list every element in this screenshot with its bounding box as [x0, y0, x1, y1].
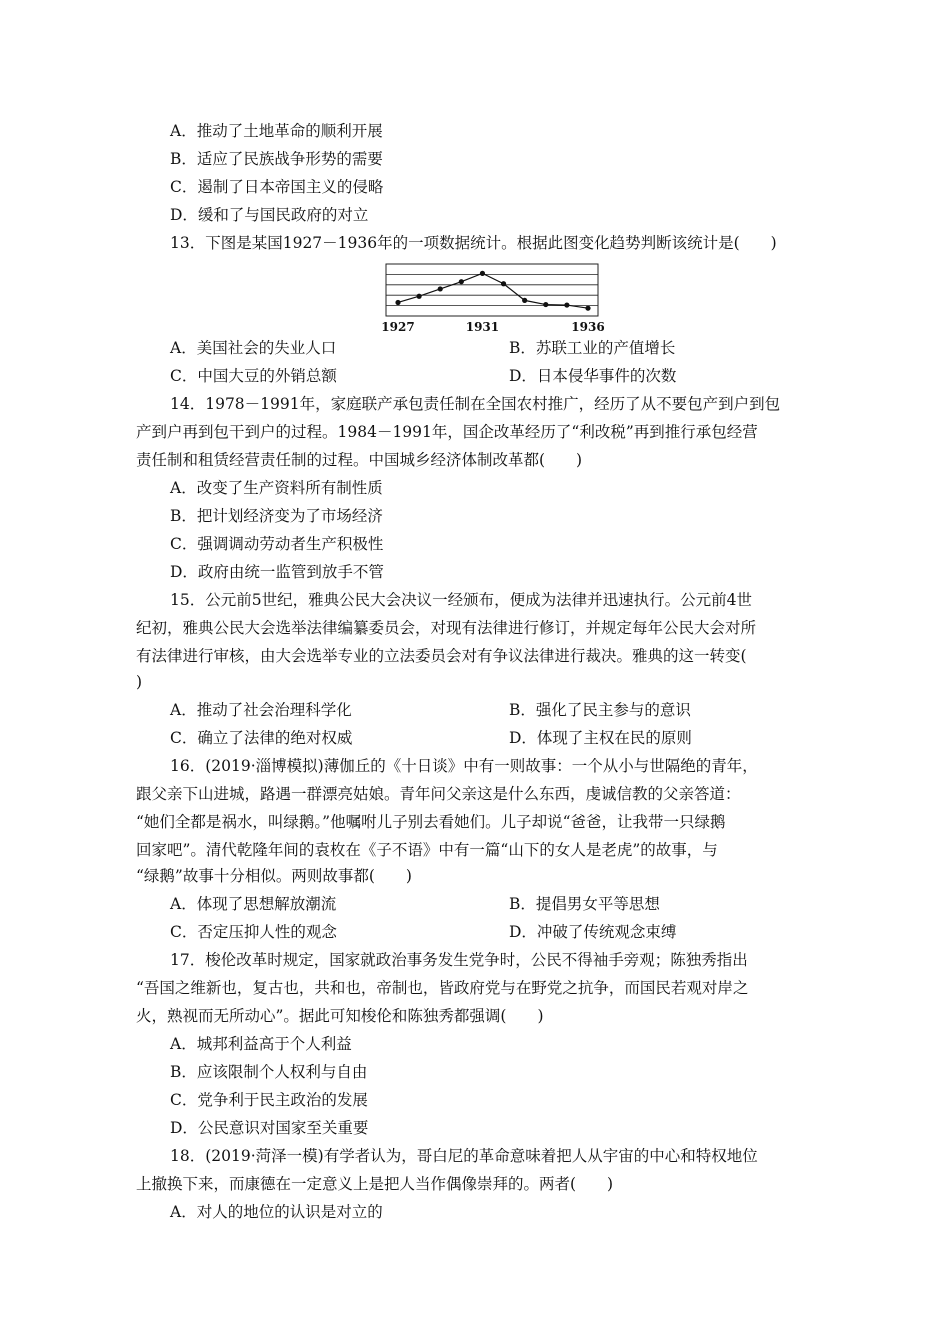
q14-line-2: 产到户再到包干到户的过程。1984－1991年，国企改革经历了“利改税”再到推行承包经营 [136, 423, 758, 441]
q15-line-4: ) [136, 673, 143, 691]
q13-option-c: C．中国大豆的外销总额 [170, 367, 337, 385]
q16-option-a: A．体现了思想解放潮流 [170, 895, 337, 913]
q16-line-5: “绿鹅”故事十分相似。两则故事都( ) [136, 867, 412, 885]
chart-point-1935 [564, 302, 569, 307]
q18-line-2: 上撤换下来，而康德在一定意义上是把人当作偶像崇拜的。两者( ) [136, 1175, 614, 1193]
chart-tick-label-1936: 1936 [571, 320, 605, 334]
chart-tick-label-1931: 1931 [465, 320, 500, 334]
q17-line-2: “吾国之维新也，复古也，共和也，帝制也，皆政府党与在野党之抗争，而国民若观对岸之 [136, 979, 749, 997]
q17-line-1: 17．梭伦改革时规定，国家就政治事务发生党争时，公民不得袖手旁观；陈独秀指出 [170, 951, 748, 969]
chart-point-1933 [522, 298, 527, 303]
chart-point-1930 [459, 279, 464, 284]
q16-line-2: 跟父亲下山进城，路遇一群漂亮姑娘。青年问父亲这是什么东西，虔诚信教的父亲答道： [136, 785, 741, 803]
q13-option-d: D．日本侵华事件的次数 [509, 367, 677, 385]
q15-line-2: 纪初，雅典公民大会选举法律编纂委员会，对现有法律进行修订，并规定每年公民大会对所 [136, 619, 757, 637]
chart-tick-label-1927: 1927 [381, 320, 415, 334]
q15-option-c: C．确立了法律的绝对权威 [170, 729, 353, 747]
q16-line-1: 16．(2019·淄博模拟)薄伽丘的《十日谈》中有一则故事：一个从小与世隔绝的青年， [170, 757, 758, 775]
q18-option-a: A．对人的地位的认识是对立的 [170, 1203, 383, 1221]
q16-option-b: B．提倡男女平等思想 [509, 895, 660, 913]
q12-option-a: A．推动了土地革命的顺利开展 [170, 122, 383, 140]
q15-option-d: D．体现了主权在民的原则 [509, 729, 692, 747]
q17-line-3: 火，熟视而无所动心”。据此可知梭伦和陈独秀都强调( ) [136, 1007, 544, 1025]
q17-option-a: A．城邦利益高于个人利益 [170, 1035, 352, 1053]
chart-series-line [398, 273, 588, 308]
q15-option-a: A．推动了社会治理科学化 [170, 701, 352, 719]
q14-line-1: 14．1978－1991年，家庭联产承包责任制在全国农村推广，经历了从不要包产到户到包 [170, 395, 781, 413]
q13-line-chart [380, 258, 610, 340]
q14-option-b: B．把计划经济变为了市场经济 [170, 507, 383, 525]
q16-option-c: C．否定压抑人性的观念 [170, 923, 337, 941]
q12-option-d: D．缓和了与国民政府的对立 [170, 206, 369, 224]
chart-point-1927 [395, 300, 400, 305]
q17-option-c: C．党争利于民主政治的发展 [170, 1091, 368, 1109]
chart-point-1934 [543, 302, 548, 307]
q15-option-b: B．强化了民主参与的意识 [509, 701, 691, 719]
q13-stem: 13．下图是某国1927－1936年的一项数据统计。根据此图变化趋势判断该统计是( ) [170, 234, 777, 252]
q15-line-3: 有法律进行审核，由大会选举专业的立法委员会对有争议法律进行裁决。雅典的这一转变( [136, 647, 747, 665]
q12-option-c: C．遏制了日本帝国主义的侵略 [170, 178, 384, 196]
q17-option-b: B．应该限制个人权利与自由 [170, 1063, 368, 1081]
chart-point-1928 [417, 294, 422, 299]
q16-line-4: 回家吧”。清代乾隆年间的袁枚在《子不语》中有一篇“山下的女人是老虎”的故事，与 [136, 841, 718, 859]
q17-option-d: D．公民意识对国家至关重要 [170, 1119, 369, 1137]
q13-option-a: A．美国社会的失业人口 [170, 339, 337, 357]
q12-option-b: B．适应了民族战争形势的需要 [170, 150, 383, 168]
q14-option-a: A．改变了生产资料所有制性质 [170, 479, 383, 497]
chart-ticks [381, 320, 604, 334]
q18-line-1: 18．(2019·菏泽一模)有学者认为，哥白尼的革命意味着把人从宇宙的中心和特权地位 [170, 1147, 758, 1165]
chart-point-1929 [438, 286, 443, 291]
q13-option-b: B．苏联工业的产值增长 [509, 339, 676, 357]
chart-grid [386, 264, 598, 316]
q16-option-d: D．冲破了传统观念束缚 [509, 923, 677, 941]
q14-line-3: 责任制和租赁经营责任制的过程。中国城乡经济体制改革都( ) [136, 451, 583, 469]
q14-option-c: C．强调调动劳动者生产积极性 [170, 535, 384, 553]
chart-point-1931 [480, 271, 485, 276]
q14-option-d: D．政府由统一监管到放手不管 [170, 563, 384, 581]
chart-point-1932 [501, 281, 506, 286]
chart-point-1936 [585, 306, 590, 311]
chart-frame [386, 264, 598, 316]
chart-series [395, 271, 590, 311]
q16-line-3: “她们全都是祸水，叫绿鹅。”他嘱咐儿子别去看她们。儿子却说“爸爸，让我带一只绿鹅 [136, 813, 726, 831]
q15-line-1: 15．公元前5世纪，雅典公民大会决议一经颁布，便成为法律并迅速执行。公元前4世 [170, 591, 752, 609]
